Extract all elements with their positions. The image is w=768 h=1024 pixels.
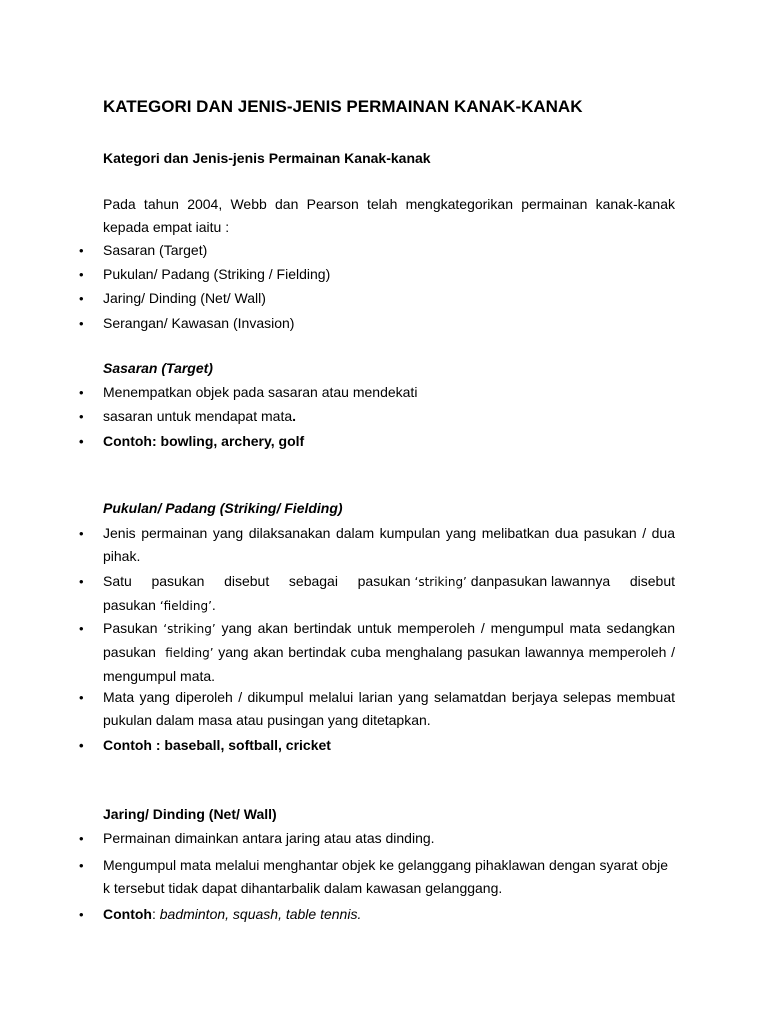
list-item: • Jaring/ Dinding (Net/ Wall) — [103, 287, 266, 310]
quoted-term: ‘striking’ — [414, 575, 467, 589]
list-item — [103, 686, 675, 732]
intro-line-2: kepada empat iaitu : — [103, 219, 230, 235]
section-heading-pukulan: Pukulan/ Padang (Striking/ Fielding) — [103, 500, 343, 516]
list-item-line: pukulan dalam masa atau pusingan yang ditetapkan. — [103, 712, 431, 728]
quoted-term: fielding’ — [165, 646, 214, 660]
text-run: Satu pasukan disebut sebagai pasukan — [103, 573, 415, 589]
list-item-line: pihak. — [103, 548, 141, 564]
example-value: badminton, squash, table tennis. — [159, 906, 362, 922]
text-run: danpasukan lawannya disebut — [466, 573, 676, 589]
list-item-period: . — [292, 408, 297, 424]
list-item — [103, 854, 683, 900]
list-item-line — [103, 641, 675, 665]
list-item-line: • Jenis permainan yang dilaksanakan dalam kumpulan yang melibatkan dua pasukan / dua — [103, 525, 675, 541]
example-separator: : — [151, 906, 160, 922]
list-item-line — [103, 570, 675, 594]
list-item: • Menempatkan objek pada sasaran atau mendekati — [103, 381, 417, 404]
list-item — [103, 570, 675, 618]
quoted-term: ‘fielding’ — [159, 599, 212, 613]
example-label: Contoh — [103, 906, 152, 922]
text-run: pasukan — [103, 644, 166, 660]
text-run: yang akan bertindak untuk memperoleh / mengumpul mata sedangkan — [215, 620, 675, 636]
list-item-line: • Mata yang diperoleh / dikumpul melalui larian yang selamatdan berjaya selepas membuat — [103, 689, 675, 705]
quoted-term: ‘striking’ — [163, 622, 216, 636]
text-run: yang akan bertindak cuba menghalang pasukan lawannya memperoleh / — [213, 644, 675, 660]
list-item-text: sasaran untuk mendapat mata — [103, 408, 293, 424]
list-item — [103, 617, 675, 688]
list-item: • Permainan dimainkan antara jaring atau atas dinding. — [103, 827, 435, 850]
list-item-line: • Mengumpul mata melalui menghantar objek ke gelanggang pihaklawan dengan syarat obje — [103, 857, 669, 873]
list-item-line: k tersebut tidak dapat dihantarbalik dalam kawasan gelanggang. — [103, 880, 503, 896]
example-sasaran: • Contoh: bowling, archery, golf — [103, 430, 304, 453]
page-subtitle: Kategori dan Jenis-jenis Permainan Kanak-kanak — [103, 150, 431, 166]
list-item-line — [103, 594, 675, 618]
intro-paragraph — [103, 193, 675, 239]
list-item — [103, 522, 675, 568]
list-item-line: mengumpul mata. — [103, 668, 216, 684]
section-heading-sasaran: Sasaran (Target) — [103, 360, 213, 376]
section-heading-jaring: Jaring/ Dinding (Net/ Wall) — [103, 806, 277, 822]
text-run: Pasukan — [103, 620, 164, 636]
list-item: • Pukulan/ Padang (Striking / Fielding) — [103, 263, 330, 286]
example-pukulan: • Contoh : baseball, softball, cricket — [103, 734, 331, 757]
page-title: KATEGORI DAN JENIS-JENIS PERMAINAN KANAK-KANAK — [103, 97, 583, 116]
intro-line-1: Pada tahun 2004, Webb dan Pearson telah mengkategorikan permainan kanak-kanak — [103, 196, 675, 212]
list-item: • Sasaran (Target) — [103, 239, 207, 262]
list-item-line — [103, 617, 675, 641]
list-item — [103, 405, 296, 428]
list-item: • Serangan/ Kawasan (Invasion) — [103, 312, 294, 335]
text-run: . — [211, 597, 216, 613]
example-jaring — [103, 903, 361, 926]
text-run: pasukan — [103, 597, 160, 613]
